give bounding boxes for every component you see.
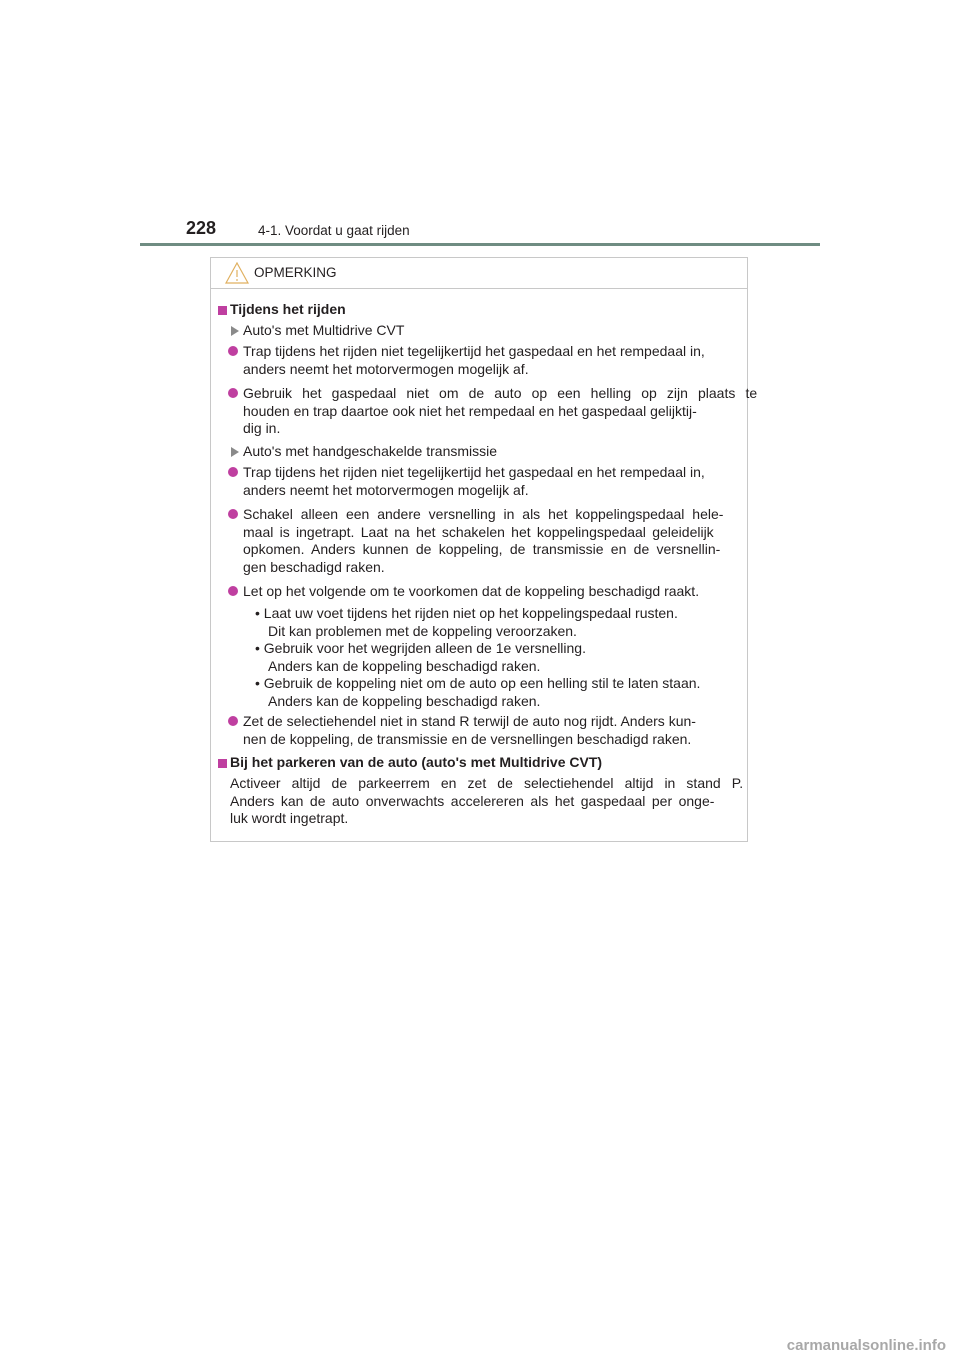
bullet-dot-icon	[228, 388, 238, 398]
notice-header	[211, 258, 747, 289]
list-item: Schakel alleen een andere versnelling in als het koppelingspedaal hele- maal is ingetrapt. Laat na het schakelen het koppelingspedaal geleidelijk opkomen. Anders kunnen de koppeling, de transmissie en de versnellin- gen beschadigd raken.	[243, 506, 724, 575]
section-square-icon	[218, 306, 227, 315]
subheading-manual: Auto's met handgeschakelde transmissie	[243, 443, 498, 459]
warning-triangle-icon	[225, 262, 249, 284]
section-heading: Bij het parkeren van de auto (auto's met Multidrive CVT)	[230, 754, 603, 770]
list-item: Zet de selectiehendel niet in stand R terwijl de auto nog rijdt. Anders kun- nen de koppeling, de transmissie en de versnellingen beschadigd raken.	[243, 713, 696, 747]
arrow-right-icon	[231, 447, 239, 457]
list-item: Trap tijdens het rijden niet tegelijkertijd het gaspedaal en het rempedaal in, anders neemt het motorvermogen mogelijk af.	[243, 343, 705, 377]
chapter-title: 4-1. Voordat u gaat rijden	[258, 223, 410, 238]
bullet-dot-icon	[228, 346, 238, 356]
bullet-dot-icon	[228, 467, 238, 477]
section-square-icon	[218, 759, 227, 768]
bullet-dot-icon	[228, 509, 238, 519]
arrow-right-icon	[231, 326, 239, 336]
bullet-dot-icon	[228, 586, 238, 596]
notice-title: OPMERKING	[254, 265, 337, 280]
list-item: Gebruik het gaspedaal niet om de auto op een helling op zijn plaats te houden en trap daartoe ook niet het rempedaal en het gaspedaal gelijktij- dig in.	[243, 385, 758, 436]
list-item: Let op het volgende om te voorkomen dat de koppeling beschadigd raakt.	[243, 583, 700, 599]
section-heading: Tijdens het rijden	[230, 301, 346, 317]
list-item: Trap tijdens het rijden niet tegelijkertijd het gaspedaal en het rempedaal in, anders neemt het motorvermogen mogelijk af.	[243, 464, 705, 498]
watermark: carmanualsonline.info	[786, 1337, 946, 1354]
header-rule	[140, 243, 820, 246]
page-number: 228	[186, 218, 217, 238]
subheading-cvt: Auto's met Multidrive CVT	[243, 322, 405, 338]
sub-list: • Laat uw voet tijdens het rijden niet op het koppelingspedaal rusten. Dit kan problemen met de koppeling veroorzaken. • Gebruik voor het wegrijden alleen de 1e versnelling. Anders kan de koppeling beschadigd raken. • Gebruik de koppeling niet om de auto op een helling stil te laten staan. Anders kan de koppeling beschadigd raken.	[255, 605, 701, 709]
page-header	[140, 214, 820, 246]
bullet-dot-icon	[228, 716, 238, 726]
notice-box	[210, 257, 758, 842]
paragraph: Activeer altijd de parkeerrem en zet de selectiehendel altijd in stand P. Anders kan de auto onverwachts accelereren als het gaspedaal per onge- luk wordt ingetrapt.	[230, 775, 744, 826]
